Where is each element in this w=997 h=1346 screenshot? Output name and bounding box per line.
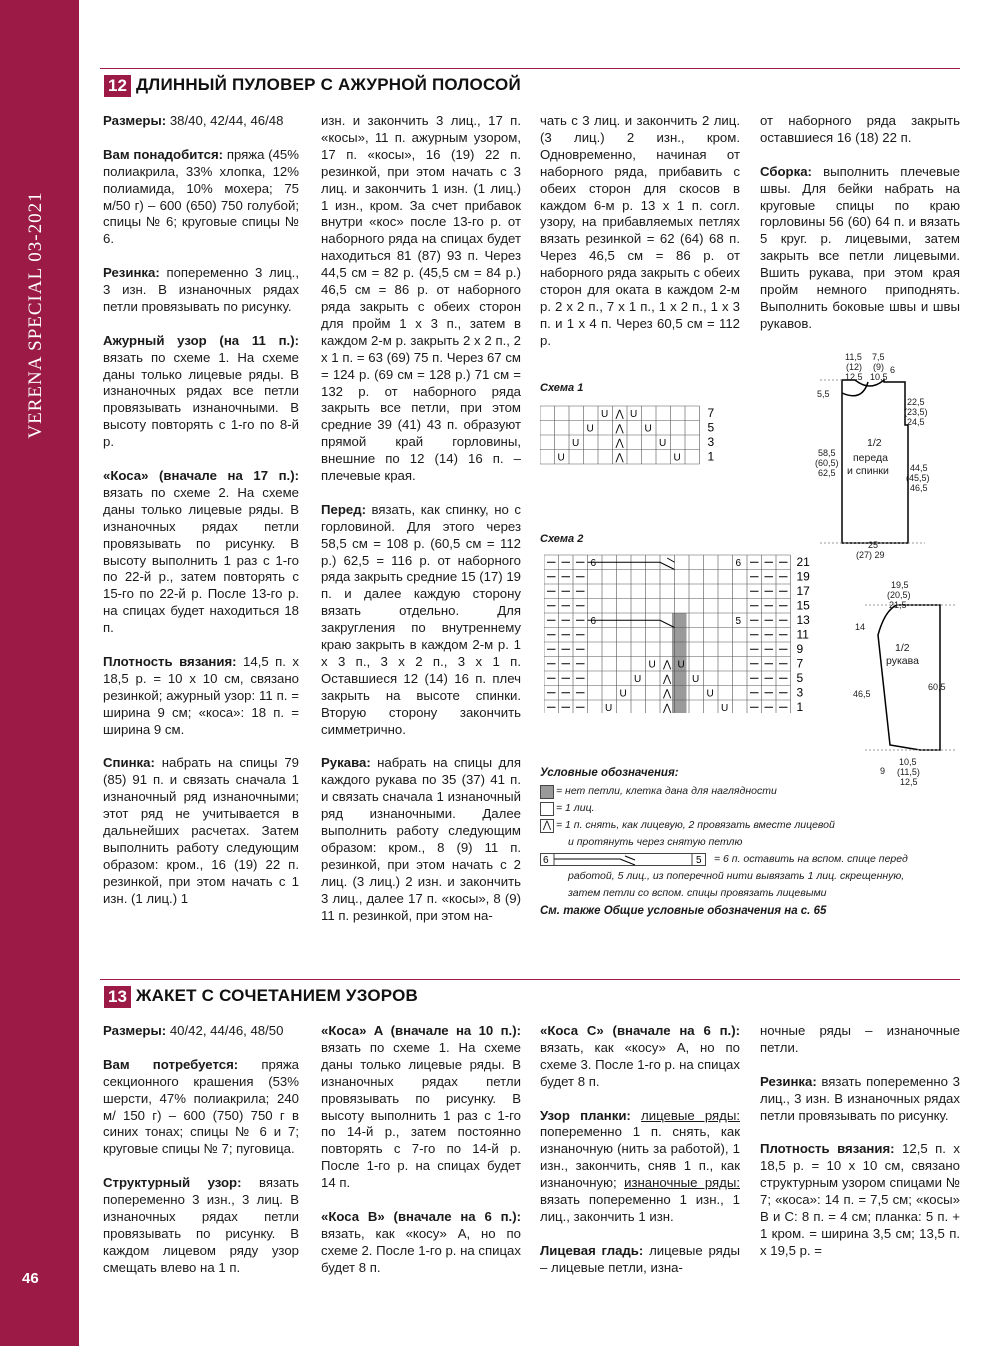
- body-dim-h1: 58,5: [818, 448, 836, 458]
- paragraph: [103, 1023, 299, 1040]
- scheme-2-label: Схема 2: [540, 533, 584, 545]
- scheme-1-label: Схема 1: [540, 382, 584, 394]
- body-dim-arm2: (23,5): [904, 407, 928, 417]
- section-12-header: [100, 68, 960, 99]
- body-dim-top5: (9): [873, 362, 884, 372]
- paragraph: [760, 1074, 960, 1125]
- paragraph-text: вязать по схеме 2. На схеме даны только лицевые ряды. В изнаночных рядах петли провязывать по рисунку. В высоту выполнить 1 раз с 1-го по 22-й р., затем повторять с 15-го по 22-й р. После 13-го р. на спицах будет находиться 18 п.: [103, 484, 299, 636]
- sleeve-dim-top3: 21,5: [889, 600, 907, 610]
- paragraph: [321, 1023, 521, 1192]
- s13c3-p1-heading: «Коса С» (вначале на 6 п.):: [540, 1023, 740, 1038]
- paragraph: [103, 147, 299, 248]
- sk2p-symbol: ⋀: [615, 409, 624, 420]
- sk2p-symbol: ⋀: [615, 423, 624, 435]
- paragraph-text: вязать, как «косу» А, но по схеме 2. После 1-го р. на спицах будет 8 п.: [321, 1225, 521, 1275]
- paragraph: [760, 1023, 960, 1057]
- section-13-column-1: [103, 1023, 299, 1293]
- u-symbol: U: [586, 423, 594, 435]
- row-number: 7: [707, 406, 715, 420]
- paragraph-heading: Рукава:: [321, 755, 371, 771]
- s13c3-p3-text: лицевые ряды – лицевые петли, изна-: [540, 1242, 740, 1275]
- u-symbol: U: [677, 659, 685, 671]
- paragraph-heading: Размеры:: [103, 1023, 167, 1038]
- u-symbol: U: [644, 423, 652, 435]
- paragraph: [321, 502, 521, 739]
- paragraph: [760, 1141, 960, 1259]
- legend-item-5: работой, 5 лиц., из поперечной нити вывязать 1 лиц. скрещенную,: [568, 870, 905, 882]
- paragraph: [103, 468, 299, 637]
- body-dim-bottom2: (27) 29: [856, 550, 885, 560]
- paragraph-heading: Резинка:: [103, 265, 160, 281]
- u-symbol: U: [706, 688, 714, 700]
- body-label-3: и спинки: [847, 465, 889, 477]
- paragraph: [103, 654, 299, 739]
- row-number: 1: [707, 449, 715, 464]
- section-12-column-3: [540, 113, 740, 367]
- scheme-2-chart: [544, 553, 834, 713]
- section-13-title: ЖАКЕТ С СОЧЕТАНИЕМ УЗОРОВ: [136, 986, 418, 1005]
- section-12-number: 12: [104, 75, 131, 97]
- section-13-column-4: [760, 1023, 960, 1277]
- paragraph-text: попеременно 3 лиц., 3 изн. В изнаночных рядах петли провязывать по рисунку.: [103, 265, 299, 314]
- sk2p-symbol: ⋀: [663, 674, 672, 685]
- paragraph-heading: Плотность вязания:: [760, 1141, 895, 1157]
- page-number: 46: [22, 1270, 39, 1287]
- body-dim-side3: 46,5: [910, 483, 928, 493]
- legend-item-4: = 6 п. оставить на вспом. спице перед: [714, 853, 908, 865]
- paragraph-heading: Ажурный узор (на 11 п.):: [103, 332, 299, 348]
- paragraph: [103, 333, 299, 451]
- paragraph-text: изн. и закончить 3 лиц., 17 п. «косы», 11 п. ажурным узором, 17 п. «косы», 16 (19) 22 п. резинкой, при этом начать с 3 лиц. и закончить 1 изн. (1 лиц.) 1 изн., кром. За счет прибавок внутри «кос» после 13-го р. от наборного ряда на спицах будет находиться 81 (87) 93 п. Через 44,5 см = 82 р. (45,5 см = 84 р.) 46,5 см = 86 р. от наборного ряда закрыть с обеих сторон для пройм 1 х 3 п., затем в каждом 2-м р. закрыть 2 х 2 п., 2 х 1 п. = 63 (69) 75 п. Через 67 см = 124 р. (69 см = 128 р.) 71 см = 132 р. от наборного ряда закрыть все петли, при этом средние 39 (41) 43 п. образуют прямой край горловины, внешние по 12 (14) 16 п. – плечевые края.: [321, 113, 521, 484]
- paragraph: [103, 1175, 299, 1276]
- paragraph-heading: Сборка:: [760, 163, 812, 179]
- body-dim-top3: 12,5: [845, 372, 863, 382]
- paragraph: [540, 113, 740, 350]
- body-dim-side1: 44,5: [910, 463, 928, 473]
- cable-mark: 5: [735, 616, 742, 627]
- sk2p-symbol: ⋀: [615, 438, 624, 449]
- section-13-header: [100, 979, 960, 1010]
- paragraph-heading: Вам понадобится:: [103, 146, 224, 162]
- body-dim-arm1: 22,5: [907, 397, 925, 407]
- u-symbol: U: [648, 659, 656, 671]
- paragraph-text: от наборного ряда закрыть оставшиеся 16 (18) 22 п.: [760, 113, 960, 145]
- row-number: 17: [796, 584, 810, 598]
- section-13-column-2: [321, 1023, 521, 1293]
- body-dim-arm3: 24,5: [907, 417, 925, 427]
- row-number: 21: [796, 555, 810, 569]
- paragraph: [103, 265, 299, 316]
- sk2p-icon: ⋀: [540, 819, 554, 833]
- sleeve-dim-bottom: 9: [880, 766, 886, 776]
- paragraph-text: пряжа (45% полиакрила, 33% хлопка, 12% полиамида, 10% мохера; 75 м/50 г) – 600 (650) 750 голубой; спицы № 6; круговые спицы № 6.: [103, 146, 299, 247]
- body-dim-top6: 10,5: [870, 372, 888, 382]
- cable-mark: 6: [590, 558, 597, 569]
- paragraph-text: вязать попеременно 3 лиц., 3 изн. В изнаночных рядах петли провязывать по рисунку.: [760, 1073, 960, 1123]
- cable-mark: 6: [590, 616, 597, 627]
- paragraph-text: набрать на спицы 79 (85) 91 п. и связать сначала 1 изнаночный ряд изнаночными; этот ряд не учитывается в дальнейших расчетах. Затем выполнить работу следующим образом: кром., 16 (19) 22 п. резинкой, при этом начать с 1 изн. (1 лиц.) 1: [103, 755, 299, 906]
- s13c3-p2-text1: попеременно 1 п. снять, как изнаночную (нить за работой), 1 изн., закончить, сняв 1 п., как изнаночную;: [540, 1124, 740, 1191]
- row-number: 1: [796, 700, 804, 713]
- body-dim-top1: 11,5: [845, 352, 862, 362]
- paragraph-text: выполнить плечевые швы. Для бейки набрать на круговые спицы по краю горловины 56 (60) 64 п. и вязать 5 круг. р. лицевыми, затем закрыть все петли лицевыми. Вшить рукава, при этом края пройм немного приподнять. Выполнить боковые швы и швы рукавов.: [760, 163, 960, 331]
- sk2p-symbol: ⋀: [615, 452, 624, 464]
- sleeve-label-2: рукава: [886, 655, 919, 667]
- sleeve-dim-cuff3: 12,5: [900, 777, 918, 787]
- section-12-column-1: [103, 113, 299, 924]
- paragraph: [321, 1209, 521, 1277]
- row-number: 7: [796, 656, 804, 671]
- magazine-title: VERENA SPECIAL 03-2021: [25, 191, 46, 439]
- paragraph-text: 38/40, 42/44, 46/48: [166, 113, 284, 128]
- paragraph-text: 40/42, 44/46, 48/50: [166, 1023, 284, 1038]
- s13c3-p2-text2: вязать попеременно 1 изн., 1 лиц., закончить 1 изн.: [540, 1192, 740, 1224]
- u-symbol: U: [634, 674, 642, 685]
- body-dim-h2: (60,5): [815, 458, 839, 468]
- paragraph: [103, 1057, 299, 1158]
- section-12-title: ДЛИННЫЙ ПУЛОВЕР С АЖУРНОЙ ПОЛОСОЙ: [136, 75, 521, 94]
- row-number: 15: [796, 598, 810, 613]
- s13c3-p2-underline2: изнаночные ряды:: [624, 1175, 741, 1191]
- sk2p-symbol: ⋀: [663, 659, 672, 671]
- u-symbol: U: [601, 409, 609, 420]
- paragraph-text: пряжа секционного крашения (53% шерсти, 47% полиакрила; 240 м/ 150 г) – 600 (750) 750 г в синих тонах; спицы № 6 и 7; круговые спицы № 7; пуговица.: [103, 1056, 299, 1157]
- section-12-column-2: [321, 113, 521, 941]
- body-label-1: 1/2: [867, 437, 882, 449]
- paragraph-text: 14,5 п. х 18,5 р. = 10 х 10 см, связано резинкой; ажурный узор: 11 п. = ширина 9 см; «коса»: 18 п. = ширина 9 см.: [103, 653, 300, 737]
- row-number: 9: [796, 642, 804, 656]
- cable-legend-icon: [540, 853, 710, 867]
- paragraph-heading: Размеры:: [103, 113, 167, 128]
- sleeve-dim-cuff1: 10,5: [899, 757, 917, 767]
- row-number: 5: [707, 420, 715, 435]
- s13c3-p2-heading: Узор планки:: [540, 1107, 631, 1123]
- u-symbol: U: [673, 452, 681, 464]
- paragraph-text: вязать попеременно 3 изн., 3 лиц. В изнаночных рядах петли провязывать по рисунку. В каждом лицевом ряду узор смещать влево на 1 п.: [103, 1175, 299, 1275]
- sleeve-label-1: 1/2: [895, 642, 910, 654]
- sleeve-dim-h: 46,5: [853, 689, 871, 699]
- section-13-number: 13: [104, 986, 131, 1008]
- body-dim-top2: (12): [846, 362, 863, 372]
- cable-mark: 6: [735, 558, 742, 569]
- paragraph: [760, 113, 960, 147]
- row-number: 5: [796, 671, 804, 685]
- body-dim-side2: (45,5): [906, 473, 930, 483]
- row-number: 3: [796, 685, 804, 700]
- paragraph-heading: Резинка:: [760, 1073, 817, 1089]
- magazine-sidebar: [0, 0, 79, 1346]
- body-label-2: переда: [853, 452, 888, 464]
- cable-legend-right: 5: [696, 855, 702, 866]
- sleeve-dim-top1: 19,5: [891, 580, 909, 590]
- body-dim-shoulder: 6: [890, 365, 896, 375]
- sleeve-dim-cap: 14: [855, 622, 866, 632]
- row-number: 11: [796, 627, 809, 642]
- legend-item-2: = 1 п. снять, как лицевую, 2 провязать вместе лицевой: [556, 819, 835, 831]
- u-symbol: U: [692, 674, 700, 685]
- legend-no-stitch-swatch: [540, 785, 554, 799]
- s13c3-p1-text: вязать, как «косу» А, но по схеме 3. После 1-го р. на спицах будет 8 п.: [540, 1039, 740, 1089]
- paragraph: [321, 113, 521, 485]
- u-symbol: U: [630, 409, 638, 420]
- paragraph: [321, 755, 521, 924]
- sk2p-symbol: ⋀: [663, 688, 672, 700]
- paragraph-text: вязать, как спинку, но с горловиной. Для этого через 58,5 см = 108 р. (60,5 см = 112 р.) 62,5 = 116 р. от наборного ряда закрыть средние 15 (17) 19 п. и далее каждую сторону вязать отдельно. Для закругления по внутреннему краю закрыть в каждом 2-м р. 1 х 3 п., 3 х 2 п., 3 х 1 п. Оставшиеся 12 (14) 16 п. плеч закрыть на высоте спинки. Вторую сторону закончить симметрично.: [321, 501, 521, 737]
- paragraph-heading: «Коса В» (вначале на 6 п.):: [321, 1208, 521, 1224]
- paragraph-heading: «Коса» А (вначале на 10 п.):: [321, 1023, 521, 1038]
- paragraph-text: вязать по схеме 1. На схеме даны только лицевые ряды. В изнаночных рядах петли провязывать по рисунку. В высоту выполнить 1 раз с 1-го по 14-й р., затем постоянно повторять с 7-го по 14-й р. После 1-го р. на спицах будет 14 п.: [321, 1039, 521, 1191]
- paragraph: [103, 113, 299, 130]
- row-number: 19: [796, 569, 810, 584]
- sleeve-dim-top2: (20,5): [887, 590, 911, 600]
- paragraph-heading: Вам потребуется:: [103, 1056, 239, 1072]
- paragraph-heading: Плотность вязания:: [103, 653, 237, 669]
- section-12-column-4: [760, 113, 960, 350]
- body-dim-top4: 7,5: [872, 352, 885, 362]
- s13c3-p2-underline1: лицевые ряды:: [641, 1107, 741, 1123]
- legend-item-1: = 1 лиц.: [556, 802, 595, 814]
- paragraph-heading: «Коса» (вначале на 17 п.):: [103, 467, 299, 483]
- legend-item-6: затем петли со вспом. спицы провязать лицевыми: [568, 887, 827, 899]
- paragraph-heading: Перед:: [321, 501, 366, 517]
- paragraph-heading: Структурный узор:: [103, 1175, 242, 1191]
- cable-legend-left: 6: [543, 855, 549, 866]
- paragraph-text: чать с 3 лиц. и закончить 2 лиц. (3 лиц.) 2 изн., кром. Одновременно, начиная от наборного ряда, прибавить с обеих сторон для скосов в каждом 6-м р. 13 х 1 п. согл. узору, на прибавляемых петлях вязать резинкой = 62 (64) 68 п. Через 46,5 см = 86 р. от наборного ряда закрыть с обеих сторон для оката в каждом 2-м р. 2 х 2 п., 7 х 1 п., 1 х 2 п., 1 х 3 п. и 1 х 4 п. Через 60,5 см = 112 р.: [540, 113, 740, 348]
- row-number: 13: [796, 613, 810, 627]
- paragraph-text: ночные ряды – изнаночные петли.: [760, 1023, 960, 1055]
- paragraph-text: набрать на спицы для каждого рукава по 35 (37) 41 п. и связать сначала 1 изнаночный ряд изнаночными. Далее выполнить работу следующим образом: кром., 8 (9) 11 п. резинкой, при этом начать с 2 лиц. (3 лиц.) 2 изн. и закончить 3 лиц., далее 17 п. «косы», 8 (9) 11 п. резинкой, при этом на-: [321, 755, 521, 923]
- sk2p-symbol: ⋀: [663, 703, 672, 713]
- section-13-column-3: [540, 1023, 740, 1293]
- legend-title: Условные обозначения:: [540, 767, 679, 779]
- legend-knit-swatch: [540, 802, 554, 816]
- u-symbol: U: [605, 703, 613, 713]
- paragraph: [103, 755, 299, 907]
- s13c3-p3-heading: Лицевая гладь:: [540, 1242, 644, 1258]
- u-symbol: U: [557, 452, 565, 464]
- legend-item-3: и протянуть через снятую петлю: [568, 836, 743, 848]
- legend-see-also: См. также Общие условные обозначения на с. 65: [540, 905, 827, 917]
- sleeve-dim-total: 60,5: [928, 682, 946, 692]
- body-dim-h3: 62,5: [818, 468, 836, 478]
- scheme-1-chart: [540, 400, 730, 470]
- paragraph-text: 12,5 п. х 18,5 р. = 10 х 10 см, связано структурным узором спицами № 7; «коса»: 14 п. = 7,5 см; «косы» В и С: 8 п. = 4 см; планка: 5 п. + 1 кром. = ширина 3,5 см; 13,5 п. х 19,5 р. =: [760, 1141, 961, 1258]
- sleeve-dim-cuff2: (11,5): [897, 767, 920, 777]
- paragraph-heading: Спинка:: [103, 755, 155, 771]
- u-symbol: U: [572, 438, 580, 449]
- paragraph: [760, 164, 960, 333]
- sleeve-pattern-diagram: [845, 575, 975, 780]
- legend-item-0: = нет петли, клетка дана для наглядности: [556, 785, 777, 797]
- body-dim-neck: 5,5: [817, 389, 830, 399]
- u-symbol: U: [659, 438, 667, 449]
- body-dim-bottom1: 25: [868, 540, 879, 550]
- u-symbol: U: [619, 688, 627, 700]
- u-symbol: U: [721, 703, 729, 713]
- row-number: 3: [707, 435, 715, 449]
- paragraph-text: вязать по схеме 1. На схеме даны только лицевые ряды. В изнаночных рядах все петли провязывать изнаночными. В высоту повторять с 1-го по 8-й р.: [103, 349, 299, 450]
